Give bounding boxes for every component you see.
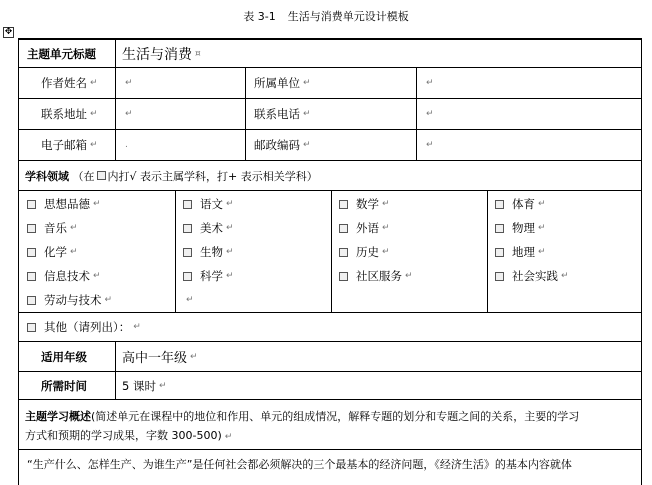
checkbox-icon[interactable]: [339, 272, 348, 281]
checkbox-icon[interactable]: [495, 200, 504, 209]
author-name-field[interactable]: ↵: [115, 68, 245, 98]
postcode-label: 邮政编码 ↵: [245, 130, 416, 160]
subject-biology[interactable]: 生物 ↵: [183, 244, 234, 260]
author-name-label: 作者姓名 ↵: [41, 76, 98, 90]
checkbox-icon[interactable]: [27, 248, 36, 257]
time-row: [18, 372, 642, 400]
checkbox-icon[interactable]: [339, 224, 348, 233]
subject-community-service[interactable]: 社区服务 ↵: [339, 268, 413, 284]
subject-math[interactable]: 数学 ↵: [339, 196, 390, 212]
table-move-handle-icon[interactable]: ✥: [4, 27, 13, 37]
checkbox-icon[interactable]: [183, 248, 192, 257]
caption-number: 表 3-1: [243, 10, 276, 23]
subject-field-header-row: [18, 161, 642, 191]
subject-physics[interactable]: 物理 ↵: [495, 220, 546, 236]
author-row: [18, 68, 642, 99]
checkbox-icon[interactable]: [27, 224, 36, 233]
subject-chinese[interactable]: 语文 ↵: [183, 196, 234, 212]
title-value[interactable]: 生活与消费 ¤: [115, 40, 641, 67]
phone-field[interactable]: ↵: [416, 99, 641, 129]
time-value[interactable]: 5 课时 ↵: [115, 372, 641, 399]
table-caption: [0, 8, 652, 24]
checkbox-icon[interactable]: [27, 272, 36, 281]
organization-field[interactable]: ↵: [416, 68, 641, 98]
other-subject-field[interactable]: 其他（请列出）： ↵: [19, 313, 641, 341]
other-subject-row: [18, 313, 642, 342]
address-field[interactable]: ↵: [115, 99, 245, 129]
checkbox-icon[interactable]: [27, 296, 36, 305]
checkbox-icon[interactable]: [183, 200, 192, 209]
checkbox-icon[interactable]: [183, 224, 192, 233]
subject-labor-technology[interactable]: 劳动与技术 ↵: [27, 292, 112, 308]
subject-it[interactable]: 信息技术 ↵: [27, 268, 101, 284]
caption-title: 生活与消费单元设计模板: [287, 10, 409, 23]
subject-history[interactable]: 历史 ↵: [339, 244, 390, 260]
subject-ethics[interactable]: 思想品德 ↵: [27, 196, 101, 212]
checkbox-icon[interactable]: [183, 272, 192, 281]
grade-value[interactable]: 高中一年级 ↵: [115, 342, 641, 371]
subject-music[interactable]: 音乐 ↵: [27, 220, 78, 236]
content-text[interactable]: “生产什么、怎样生产、为谁生产”是任何社会都必须解决的三个最基本的经济问题，《经济生活》的基本内容就体: [27, 458, 572, 471]
checkbox-sample-icon: [97, 171, 106, 180]
checkbox-icon[interactable]: [495, 224, 504, 233]
subject-pe[interactable]: 体育 ↵: [495, 196, 546, 212]
title-row: [18, 38, 642, 68]
checkbox-icon[interactable]: [495, 248, 504, 257]
subject-social-practice[interactable]: 社会实践 ↵: [495, 268, 569, 284]
email-row: [18, 130, 642, 161]
checkbox-icon[interactable]: [27, 200, 36, 209]
checkbox-icon[interactable]: [339, 248, 348, 257]
subjects-grid: 思想品德 ↵ 语文 ↵ 数学 ↵ 体育 ↵ 音乐 ↵ 美术 ↵ 外语 ↵ 物理 ↵ 化学 ↵ 生物 ↵ 历史 ↵ 地理 ↵ 信息技术 ↵ 科学 ↵ 社区服务 ↵ 社会实践 ↵ 劳动与技术 ↵ ↵: [18, 191, 642, 313]
grade-row: [18, 342, 642, 372]
overview-text[interactable]: 主题学习概述(简述单元在课程中的地位和作用、单元的组成情况，解释专题的划分和专题之间的关系，主要的学习 方式和预期的学习成果，字数 300-500) ↵: [25, 410, 580, 442]
checkbox-icon[interactable]: [495, 272, 504, 281]
postcode-field[interactable]: ↵: [416, 130, 641, 160]
email-label: 电子邮箱 ↵: [41, 138, 98, 152]
content-row: [18, 450, 642, 485]
subject-chemistry[interactable]: 化学 ↵: [27, 244, 78, 260]
subject-foreign-language[interactable]: 外语 ↵: [339, 220, 390, 236]
overview-row: [18, 400, 642, 450]
checkbox-icon[interactable]: [27, 323, 36, 332]
title-label: 主题单元标题: [27, 46, 96, 61]
organization-label: 所属单位 ↵: [245, 68, 416, 98]
grade-label: 适用年级: [41, 349, 87, 364]
address-label: 联系地址 ↵: [41, 107, 98, 121]
subject-geography[interactable]: 地理 ↵: [495, 244, 546, 260]
phone-label: 联系电话 ↵: [245, 99, 416, 129]
time-label: 所需时间: [41, 378, 87, 393]
unit-design-table: [18, 38, 642, 485]
subject-art[interactable]: 美术 ↵: [183, 220, 234, 236]
subject-field-header: 学科领域 （在 内打√ 表示主属学科，打+ 表示相关学科）: [25, 169, 318, 183]
subject-science[interactable]: 科学 ↵: [183, 268, 234, 284]
checkbox-icon[interactable]: [339, 200, 348, 209]
address-row: [18, 99, 642, 130]
email-field[interactable]: .: [115, 130, 245, 160]
